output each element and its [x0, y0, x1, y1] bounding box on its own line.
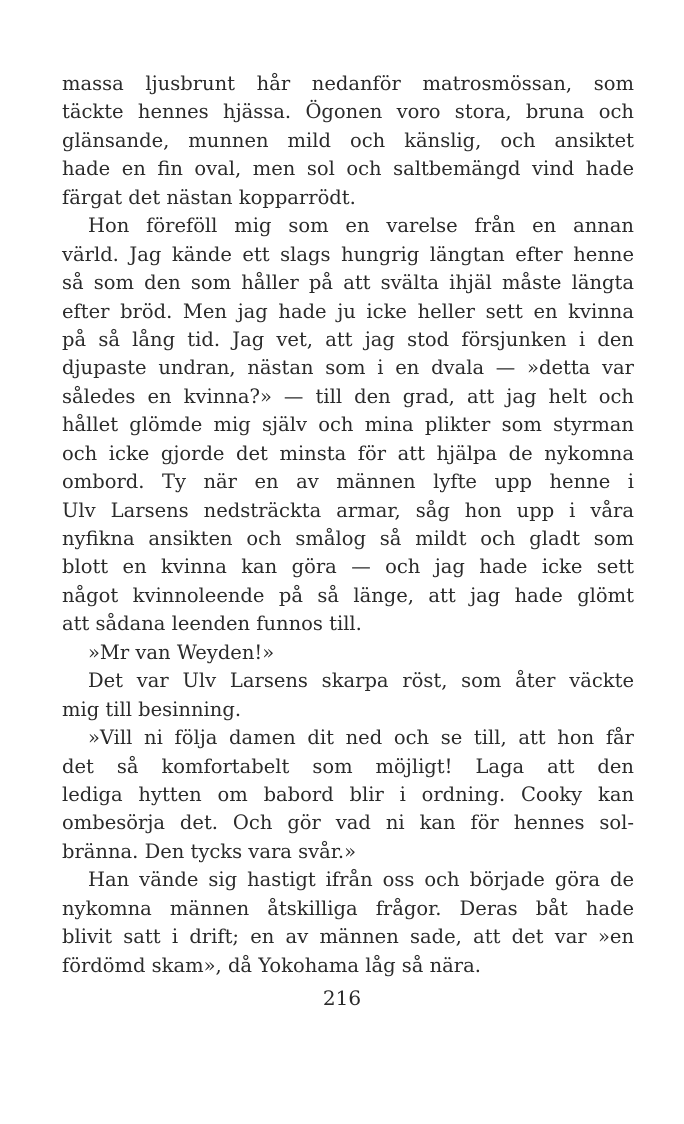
- text-line: hade en fin oval, men sol och saltbemängd vind hade: [62, 157, 634, 181]
- text-line: bränna. Den tycks vara svår.»: [62, 839, 357, 863]
- text-line: massa ljusbrunt hår nedanför matrosmössan, som: [62, 72, 634, 95]
- text-line: ombesörja det. Och gör vad ni kan för hennes sol-: [62, 811, 634, 835]
- text-line: således en kvinna?» — till den grad, att jag helt och: [62, 384, 634, 408]
- text-line: Han vände sig hastigt ifrån oss och började göra de: [88, 868, 634, 892]
- text-line: det så komfortabelt som möjligt! Laga att den: [62, 754, 634, 778]
- text-line: nyfikna ansikten och smålog så mildt och gladt som: [62, 527, 634, 550]
- text-line: glänsande, munnen mild och känslig, och ansiktet: [62, 128, 634, 152]
- text-line: blivit satt i drift; en av männen sade, att det var »en: [62, 925, 634, 949]
- text-line: värld. Jag kände ett slags hungrig längtan efter henne: [62, 242, 634, 266]
- text-line: hållet glömde mig själv och mina plikter som styrman: [62, 413, 634, 437]
- text-line: så som den som håller på att svälta ihjäl måste längta: [62, 271, 634, 295]
- text-line: lediga hytten om babord blir i ordning. Cooky kan: [62, 782, 634, 806]
- text-line: och icke gjorde det minsta för att hjälpa de nykomna: [62, 441, 634, 465]
- text-line: »Mr van Weyden!»: [88, 640, 275, 664]
- text-line: täckte hennes hjässa. Ögonen voro stora, bruna och: [62, 100, 634, 124]
- text-line: på så lång tid. Jag vet, att jag stod försjunken i den: [62, 327, 634, 351]
- text-line: Ulv Larsens nedsträckta armar, såg hon upp i våra: [62, 498, 634, 522]
- text-line: blott en kvinna kan göra — och jag hade icke sett: [62, 555, 634, 579]
- text-line: mig till besinning.: [62, 697, 242, 721]
- text-line: Hon föreföll mig som en varelse från en annan: [88, 214, 634, 238]
- text-line: ombord. Ty när en av männen lyfte upp henne i: [62, 470, 634, 494]
- page-number: 216: [322, 986, 362, 1010]
- text-line: att sådana leenden funnos till.: [62, 612, 362, 636]
- body-text: [62, 70, 634, 980]
- text-line: färgat det nästan kopparrödt.: [62, 185, 356, 209]
- text-line: något kvinnoleende på så länge, att jag hade glömt: [62, 583, 634, 607]
- text-line: nykomna männen åtskilliga frågor. Deras båt hade: [62, 896, 634, 920]
- text-line: djupaste undran, nästan som i en dvala — »detta var: [62, 356, 634, 380]
- text-line: »Vill ni följa damen dit ned och se till, att hon får: [88, 726, 634, 750]
- text-line: fördömd skam», då Yokohama låg så nära.: [62, 953, 481, 977]
- text-line: efter bröd. Men jag hade ju icke heller sett en kvinna: [62, 299, 634, 323]
- text-line: Det var Ulv Larsens skarpa röst, som åter väckte: [88, 669, 634, 693]
